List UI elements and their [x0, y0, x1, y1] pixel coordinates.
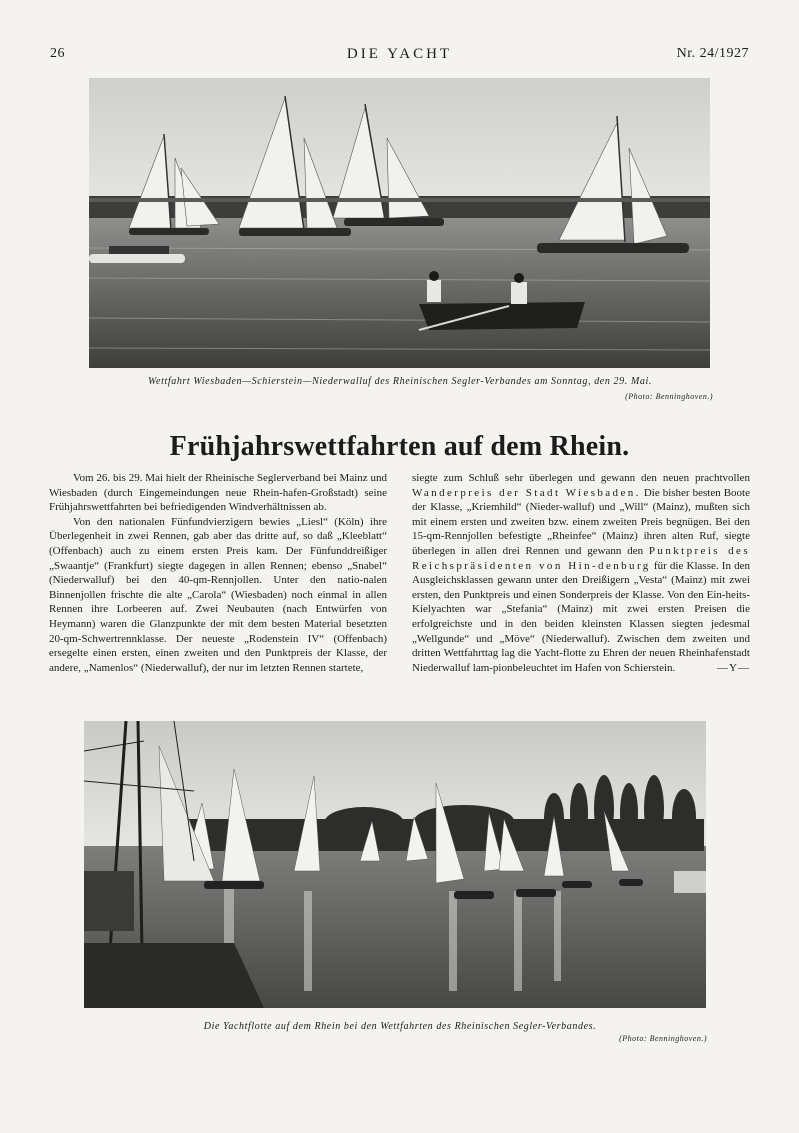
photo-bottom-credit: (Photo: Benninghoven.): [619, 1034, 707, 1043]
photo-regatta-sailboats-icon: [89, 78, 710, 368]
magazine-title: DIE YACHT: [346, 46, 453, 62]
article-paragraph: [412, 471, 750, 675]
photo-yacht-fleet-icon: [84, 721, 706, 1008]
photo-top-caption: Wettfahrt Wiesbaden—Schierstein—Niederwalluf des Rheinischen Segler-Verbandes am Sonntag, den 29. Mai.: [148, 376, 652, 387]
article-column-right: [412, 471, 750, 675]
prize-name-spaced: Wanderpreis der Stadt Wiesbaden.: [412, 486, 641, 499]
page-number: 26: [50, 46, 65, 61]
prize-name-spaced: Punktpreis des Reichspräsidenten von Hin-denburg: [412, 544, 751, 572]
article-column-left: [49, 471, 387, 675]
article-paragraph: Vom 26. bis 29. Mai hielt der Rheinische Seglerverband bei Mainz und Wiesbaden (durch Eingemeindungen neue Rhein-hafen-Großstadt) seine Frühjahrswettfahrten bei befriedigenden Windverhältnissen ab.: [49, 472, 387, 514]
article-headline: Frühjahrswettfahrten auf dem Rhein.: [169, 431, 630, 462]
photo-top-credit: (Photo: Benninghoven.): [625, 392, 713, 401]
author-signature: —Y—: [717, 661, 750, 674]
article-text: siegte zum Schluß sehr überlegen und gewann den neuen prachtvollen: [412, 472, 750, 484]
article-text: für die Klasse. In den Ausgleichsklassen gewann unter den Dreißigern „Vesta“ (Mainz) mit zwei ersten, den Punktpreis und einen Sonderpreis der Klasse. Von den Ein-heits-Kielyachten war „Stefania“ (Mainz) mit zwei ersten Preisen die erfolgreichste und in den beiden kleinsten Klassen siegten jedesmal „Wellgunde“ und „Möve“ (Niederwalluf). Zwischen dem zweiten und dritten Wettfahrttag lag die Yacht-flotte zu Ehren der neuen Rheinhafenstadt Niederwalluf lam-pionbeleuchtet im Hafen von Schierstein.: [412, 559, 751, 674]
issue-number: Nr. 24/1927: [676, 46, 749, 61]
article-text: Die bisher besten Boote der Klasse, „Kriemhild“ (Nieder-walluf) und „Will“ (Mainz), mußten sich mit einem ersten und zweiten bzw. einem zweiten Preis begnügen. Bei den 15-qm-Rennjollen befestigte „Rheinfee“ (Mainz) ihren alten Ruf, siegte überlegen in allen drei Rennen und gewann den: [412, 486, 750, 557]
photo-bottom-caption: Die Yachtflotte auf dem Rhein bei den Wettfahrten des Rheinischen Segler-Verbandes.: [203, 1021, 597, 1032]
article-paragraph: Von den nationalen Fünfundvierzigern bewies „Liesl“ (Köln) ihre Überlegenheit in zwei Rennen, gab aber das dritte auf, so daß „Kleeblatt“ (Offenbach) auch zu einem ersten Preis kam. Der Fünfunddreißiger „Swaantje“ (Frankfurt) siegte dagegen in allen Rennen; ebenso „Snabel“ (Niederwalluf) bei den 40-qm-Rennjollen. Unter den natio-nalen Binnenjollen frischte die alte „Carola“ (Wiesbaden) noch einmal in allen Rennen ihre Lorbeeren auf. Zwei Neubauten (nach Entwürfen von Heymann) waren die Glanzpunkte der mit dem besten Material besetzten 20-qm-Schwertrennklasse. Der neueste „Rodenstein IV“ (Offenbach) ersegelte einen ersten, einen zweiten und den Punktpreis der Klasse, der andere, „Namenlos“ (Niederwalluf), der nur im letzten Rennen startete,: [49, 515, 387, 674]
